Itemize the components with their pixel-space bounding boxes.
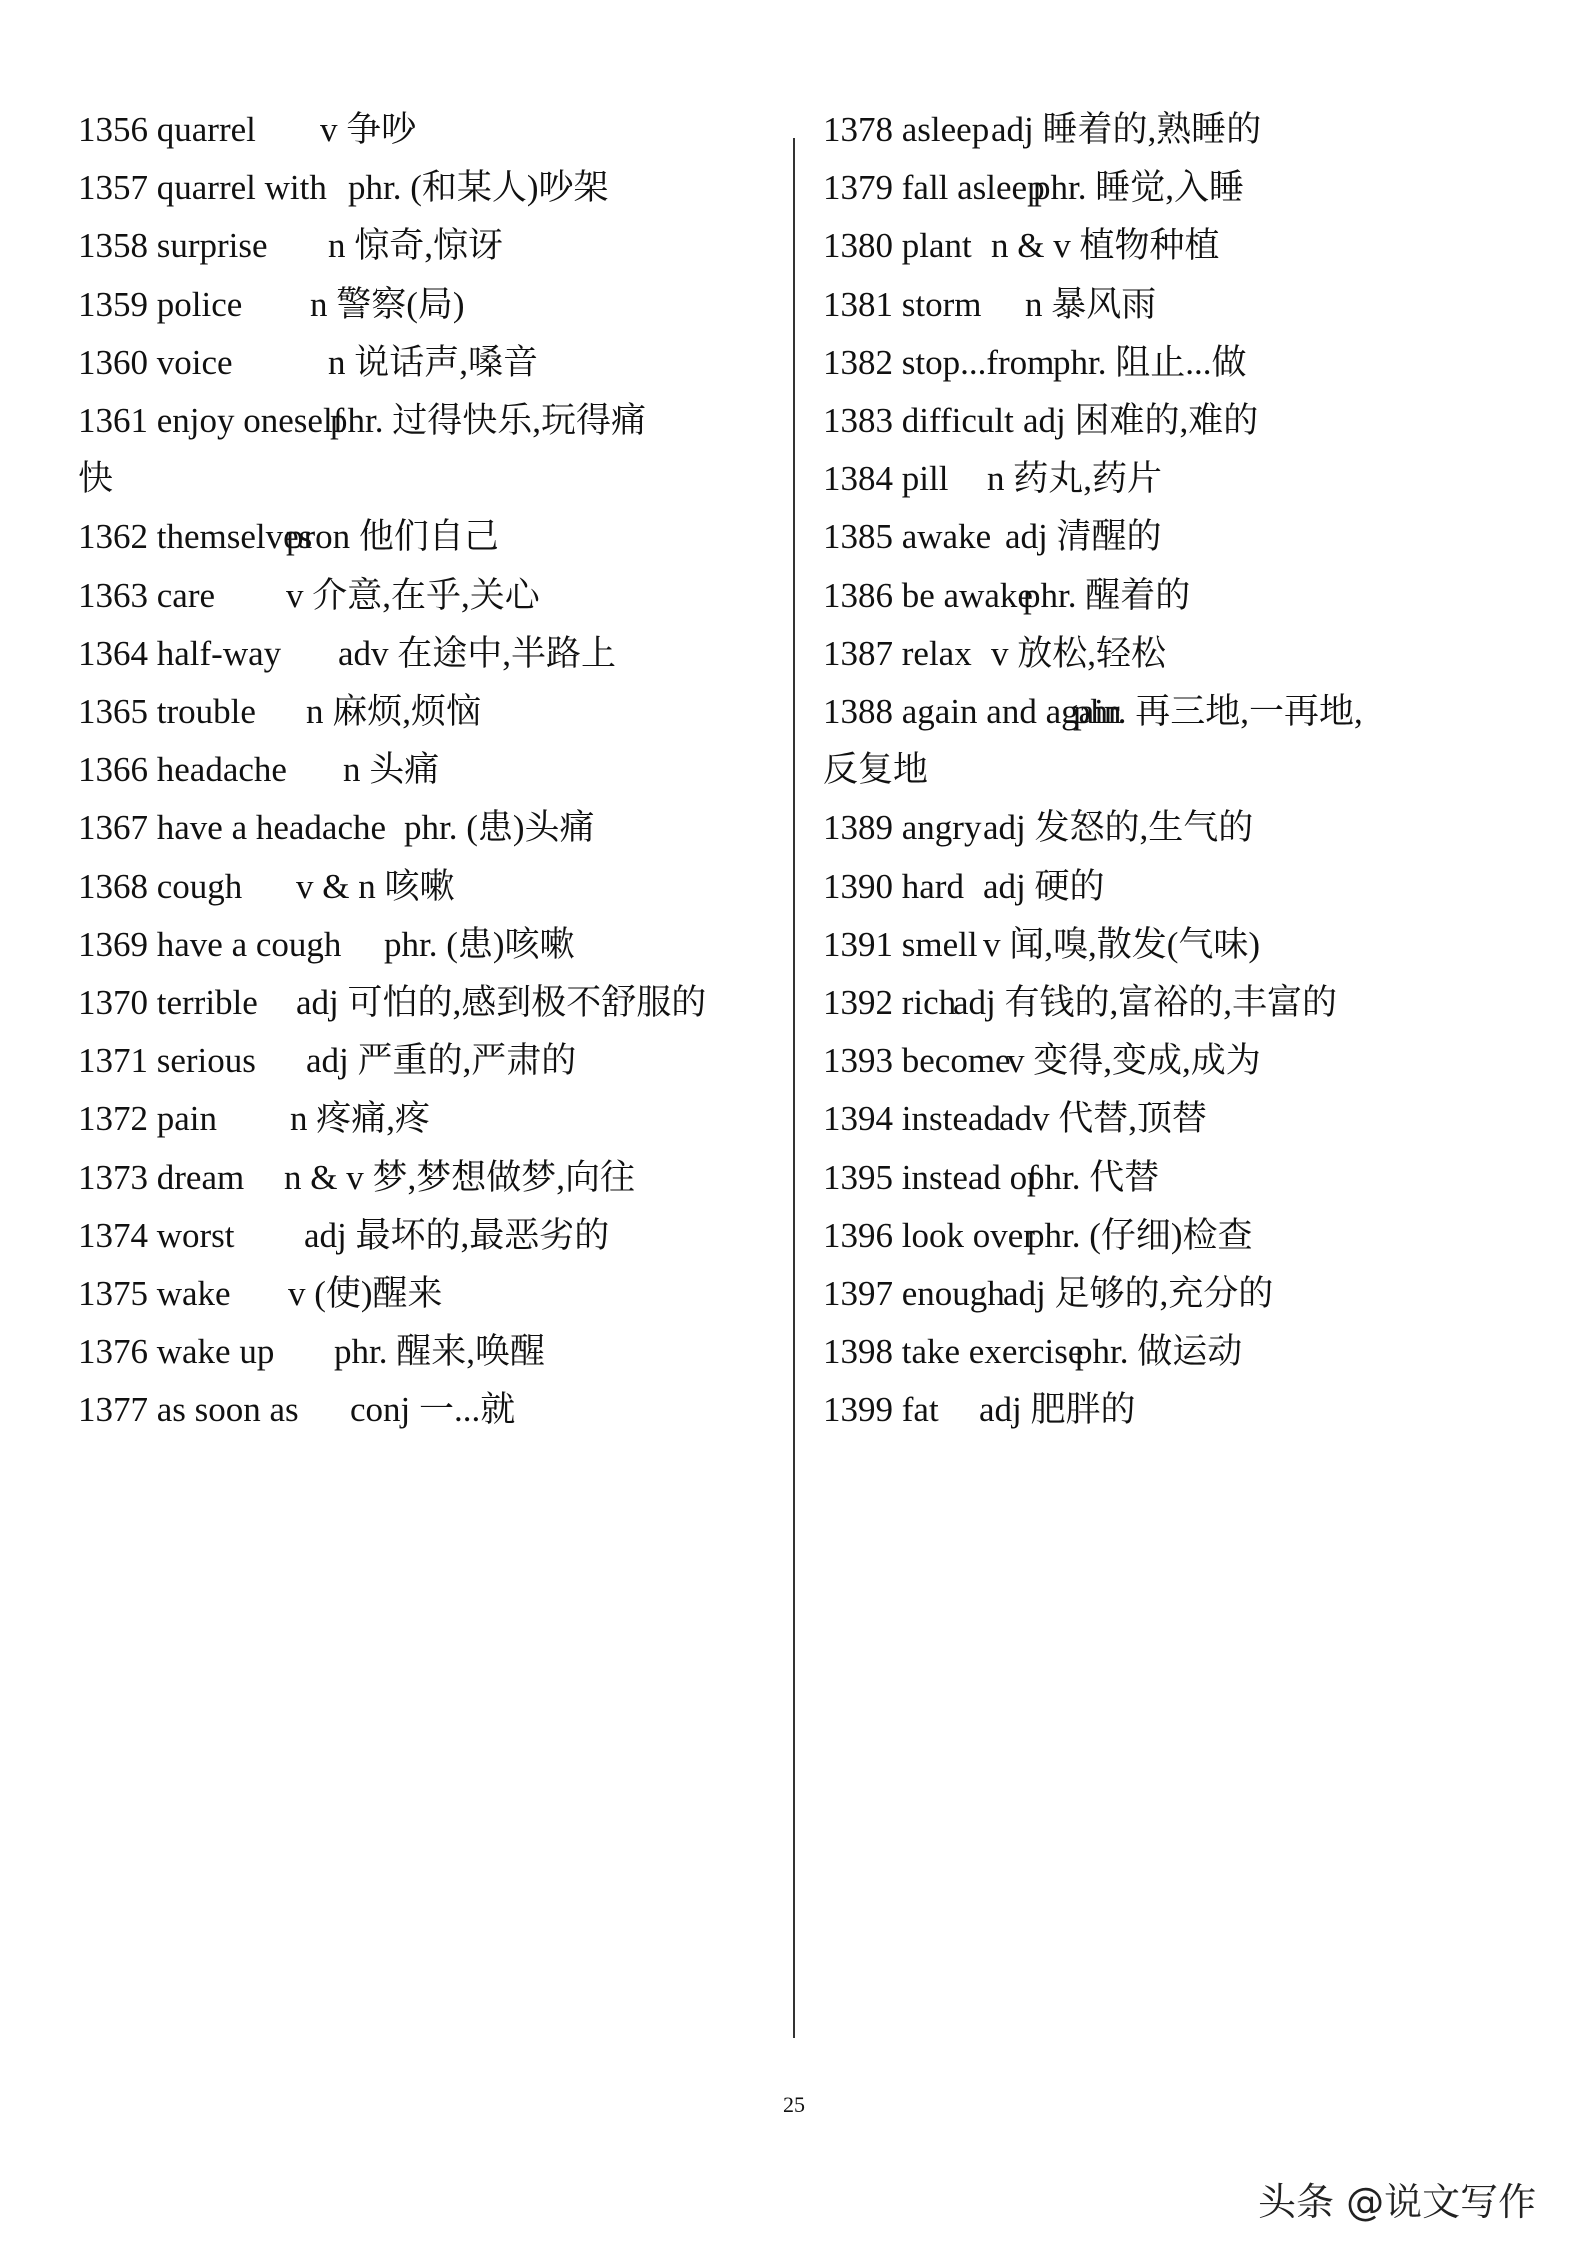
vocab-definition: adj 困难的,难的	[1023, 401, 1259, 440]
vocab-definition: adj 发怒的,生气的	[983, 808, 1254, 848]
vocab-entry	[78, 924, 575, 965]
vocab-word: 1357 quarrel with	[78, 168, 327, 208]
vocab-entry	[78, 692, 482, 732]
vocab-entry	[78, 401, 646, 441]
vocab-definition: phr. 做运动	[1075, 1332, 1243, 1372]
vocab-word: 1362 themselves	[78, 517, 313, 557]
vocab-definition: phr. (患)头痛	[404, 808, 595, 848]
vocab-word: 1377 as soon as	[78, 1390, 299, 1430]
vocab-word: 1359 police	[78, 284, 243, 324]
vocab-entry	[78, 575, 540, 616]
vocab-word: 1397 enough	[823, 1274, 1005, 1313]
vocab-definition: adj 可怕的,感到极不舒服的	[296, 983, 707, 1022]
vocab-word: 1387 relax	[823, 633, 972, 673]
vocab-entry	[823, 1041, 1261, 1081]
vocab-entry	[78, 517, 499, 557]
vocab-definition: adj 硬的	[983, 866, 1105, 906]
vocab-definition: n 说话声,嗓音	[328, 342, 539, 382]
vocab-word: 1369 have a cough	[78, 924, 342, 964]
vocab-word: 1381 storm	[823, 284, 982, 324]
vocab-definition: v 介意,在乎,关心	[286, 575, 540, 615]
vocab-entry	[823, 1157, 1160, 1198]
vocab-word: 1396 look over	[823, 1215, 1035, 1255]
vocab-word: 1368 cough	[78, 866, 243, 906]
vocab-entry	[823, 517, 1162, 557]
vocab-definition: pron 他们自己	[286, 517, 499, 557]
vocab-definition: phr. 再三地,一再地,	[1073, 692, 1363, 731]
vocab-word: 1393 become	[823, 1041, 1011, 1081]
vocab-word: 1390 hard	[823, 866, 964, 906]
vocab-definition: n 头痛	[343, 750, 440, 790]
vocab-word: 1360 voice	[78, 342, 233, 382]
vocab-entry	[823, 1215, 1253, 1256]
vocab-definition: v 争吵	[320, 110, 417, 149]
vocab-definition: n 惊奇,惊讶	[328, 226, 504, 266]
vocab-entry	[78, 983, 707, 1023]
vocab-word: 1385 awake	[823, 517, 992, 557]
vocab-word: 1384 pill	[823, 459, 949, 499]
vocab-word: 1370 terrible	[78, 983, 258, 1022]
watermark: 头条 @说文写作	[1258, 2180, 1537, 2224]
vocab-definition: v 闻,嗅,散发(气味)	[983, 924, 1261, 964]
vocab-definition: phr. (和某人)吵架	[348, 168, 609, 208]
page-number: 25	[783, 2092, 805, 2117]
vocab-definition: adj 严重的,严肃的	[306, 1041, 577, 1081]
vocab-entry	[78, 750, 440, 790]
vocab-entry	[823, 1332, 1243, 1372]
vocab-word: 1375 wake	[78, 1274, 231, 1313]
vocab-entry	[78, 633, 617, 674]
vocab-entry	[823, 342, 1247, 383]
vocab-word: 1373 dream	[78, 1157, 245, 1197]
vocab-definition: conj 一...就	[350, 1390, 516, 1430]
vocab-word: 1376 wake up	[78, 1332, 275, 1372]
vocab-entry	[823, 983, 1338, 1023]
vocab-entry	[823, 284, 1157, 325]
vocab-definition: v 变得,变成,成为	[1007, 1041, 1261, 1081]
vocab-entry	[823, 1099, 1208, 1139]
vocab-entry	[823, 575, 1191, 616]
vocab-word: 1388 again and again	[823, 692, 1122, 731]
vocab-entry	[78, 284, 465, 325]
vocab-word: 1366 headache	[78, 750, 287, 790]
vocab-entry	[78, 110, 417, 150]
vocab-definition: adj 最坏的,最恶劣的	[304, 1215, 610, 1255]
vocab-entry	[78, 226, 504, 266]
vocab-entry	[78, 342, 539, 383]
vocab-entry	[823, 1390, 1136, 1430]
vocab-word: 1363 care	[78, 575, 216, 615]
vocab-entry	[78, 1332, 545, 1372]
vocab-definition: phr. (患)咳嗽	[384, 924, 575, 964]
vocab-entry	[78, 1041, 577, 1081]
vocab-definition: adj 清醒的	[1005, 517, 1162, 557]
vocab-word: 1386 be awake	[823, 575, 1033, 615]
vocab-definition: phr. 醒着的	[1023, 575, 1191, 615]
vocab-definition: phr. 阻止...做	[1053, 342, 1247, 382]
vocab-entry	[823, 692, 1363, 732]
vocab-entry	[823, 633, 1167, 674]
vocab-definition: n & v 植物种植	[991, 226, 1220, 266]
vocab-word: 1389 angry	[823, 808, 982, 848]
vocab-entry	[78, 1390, 516, 1430]
vocab-entry	[823, 401, 1259, 441]
vocab-word: 1365 trouble	[78, 692, 256, 731]
vocab-entry	[78, 1157, 635, 1198]
vocab-word: 1364 half-way	[78, 633, 282, 673]
vocab-entry	[823, 924, 1261, 965]
vocab-entry	[78, 1099, 431, 1139]
vocab-word: 1361 enjoy oneself	[78, 401, 345, 440]
vocab-definition: phr. (仔细)检查	[1027, 1215, 1253, 1255]
vocab-definition: v 放松,轻松	[991, 633, 1167, 673]
vocab-word: 1395 instead of	[823, 1157, 1039, 1197]
vocab-definition: adv 在途中,半路上	[338, 633, 617, 673]
vocab-word: 1399 fat	[823, 1390, 939, 1430]
vocab-entry	[823, 808, 1254, 848]
vocab-entry	[823, 866, 1105, 907]
vocab-word: 1383 difficult	[823, 401, 1014, 440]
vocab-word: 1380 plant	[823, 226, 972, 266]
vocab-definition: phr. 代替	[1027, 1157, 1160, 1197]
vocab-definition: n 暴风雨	[1025, 284, 1157, 324]
vocab-entry	[823, 110, 1262, 150]
vocab-definition: n 疼痛,疼	[290, 1099, 431, 1139]
column-divider	[793, 138, 795, 2038]
vocab-entry	[823, 168, 1244, 208]
vocab-word: 1379 fall asleep	[823, 168, 1045, 208]
vocab-entry	[78, 866, 455, 907]
vocab-word: 1374 worst	[78, 1215, 235, 1255]
vocab-definition: n 警察(局)	[310, 284, 465, 324]
vocab-word: 1367 have a headache	[78, 808, 387, 848]
vocab-definition: adj 睡着的,熟睡的	[991, 110, 1262, 149]
vocab-entry	[78, 1215, 610, 1256]
vocab-entry	[78, 1274, 443, 1314]
vocab-word: 1356 quarrel	[78, 110, 256, 149]
vocab-word: 1372 pain	[78, 1099, 218, 1139]
vocab-entry	[823, 1274, 1274, 1314]
vocab-entry	[78, 808, 595, 848]
vocab-word: 1394 instead	[823, 1099, 1001, 1139]
vocab-word: 1358 surprise	[78, 226, 268, 266]
vocab-entry	[823, 459, 1163, 499]
vocab-definition: n 麻烦,烦恼	[306, 692, 482, 731]
vocab-word: 1382 stop...from	[823, 342, 1055, 382]
vocab-definition: n 药丸,药片	[987, 459, 1163, 499]
vocab-definition: phr. 醒来,唤醒	[334, 1332, 545, 1372]
vocab-definition: phr. 睡觉,入睡	[1033, 168, 1244, 208]
vocab-word: 1398 take exercise	[823, 1332, 1084, 1372]
vocab-definition: n & v 梦,梦想做梦,向往	[284, 1157, 635, 1197]
vocab-definition: v (使)醒来	[288, 1274, 443, 1313]
vocab-word: 1392 rich	[823, 983, 957, 1022]
vocab-entry	[78, 168, 609, 208]
vocab-entry	[823, 226, 1220, 266]
vocab-word: 1371 serious	[78, 1041, 256, 1081]
vocab-definition: v & n 咳嗽	[296, 866, 455, 906]
vocab-definition: adj 足够的,充分的	[1003, 1274, 1274, 1313]
vocab-definition: adj 肥胖的	[979, 1390, 1136, 1430]
vocab-definition: adj 有钱的,富裕的,丰富的	[953, 983, 1338, 1022]
vocab-word: 1378 asleep	[823, 110, 990, 149]
vocab-definition: adv 代替,顶替	[999, 1099, 1208, 1139]
vocab-definition: phr. 过得快乐,玩得痛	[330, 401, 646, 440]
vocab-word: 1391 smell	[823, 924, 978, 964]
vocab-definition-continued: 反复地	[823, 750, 929, 790]
vocab-definition-continued: 快	[78, 459, 114, 499]
